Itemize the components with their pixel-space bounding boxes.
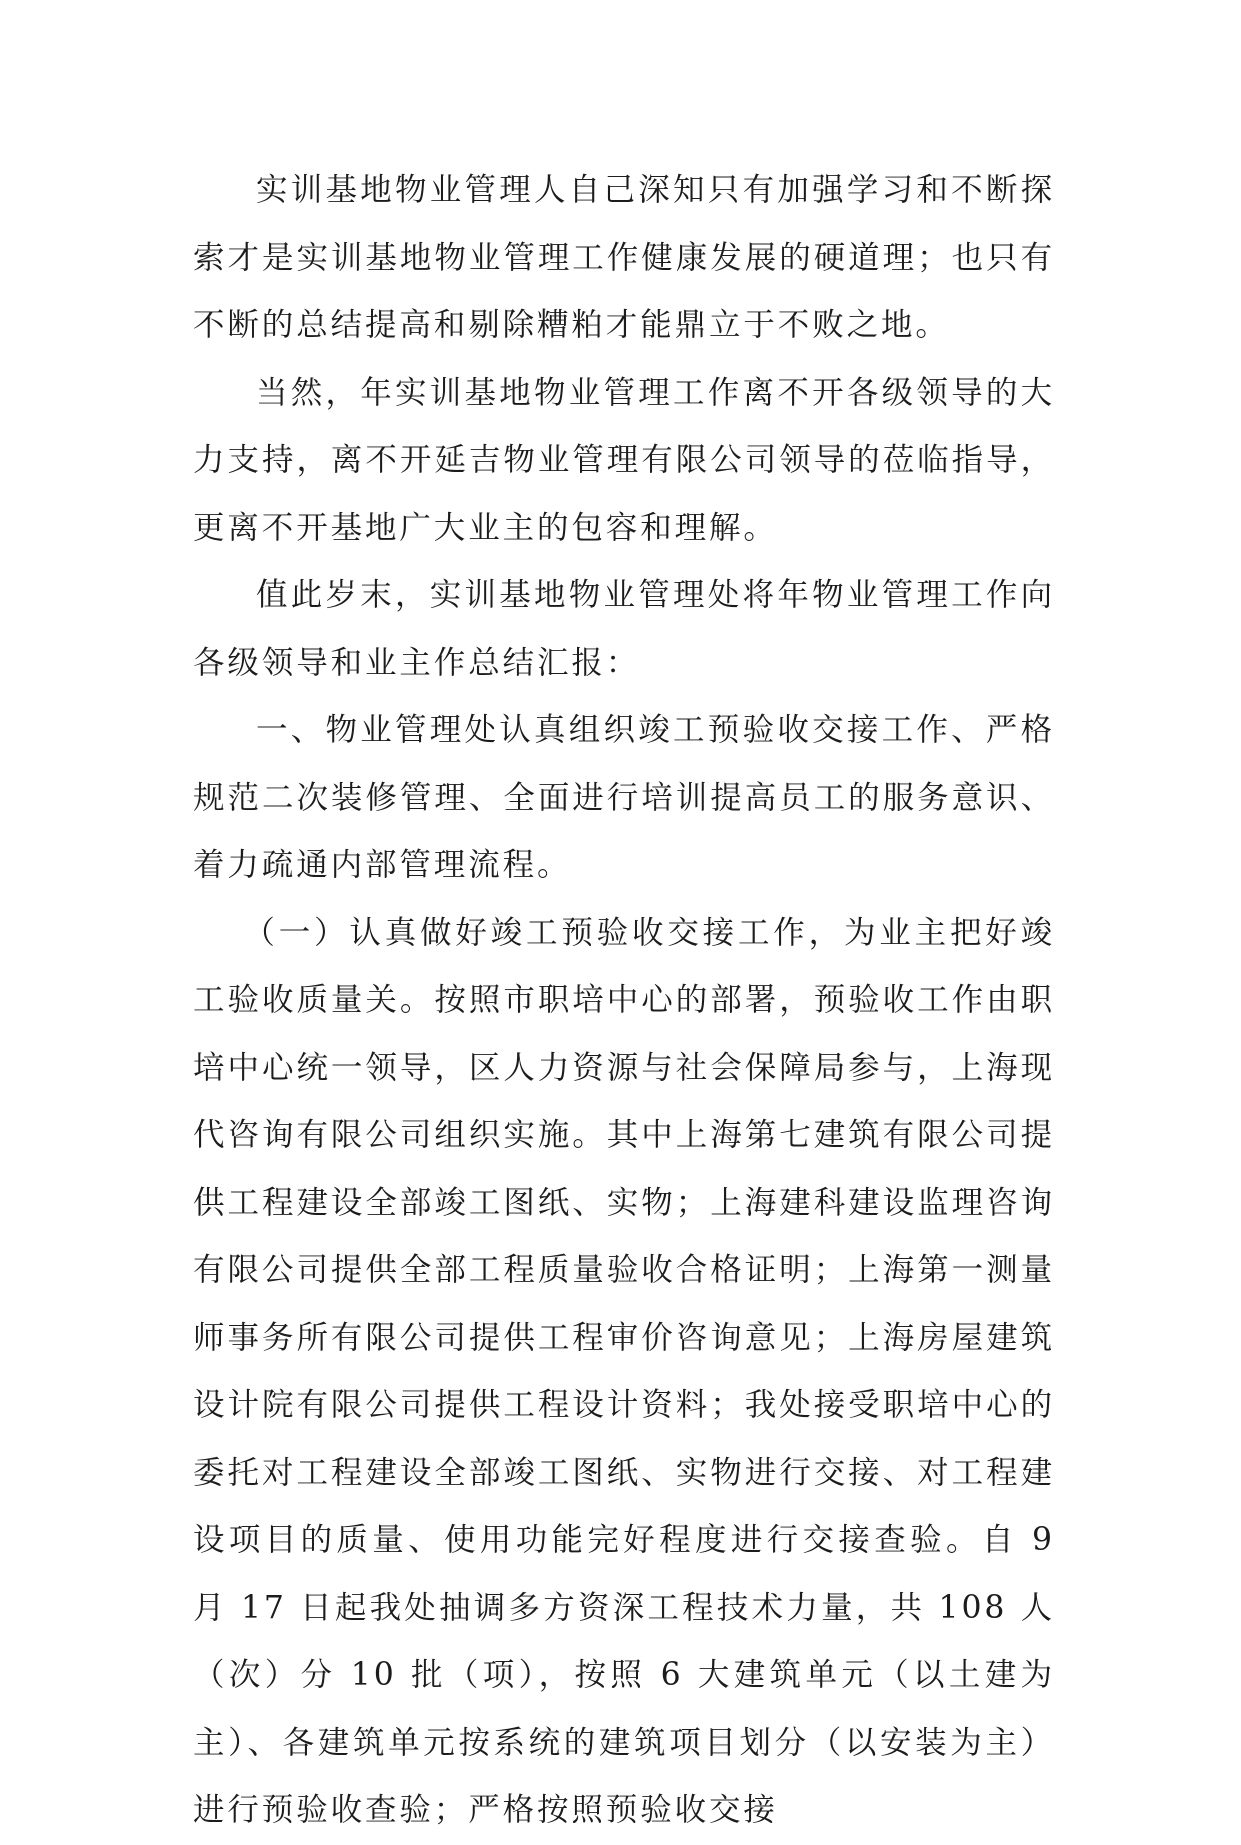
paragraph-5-subsection: （一）认真做好竣工预验收交接工作，为业主把好竣工验收质量关。按照市职培中心的部署，预验收工作由职培中心统一领导，区人力资源与社会保障局参与，上海现代咨询有限公司组织实施。其中上海第七建筑有限公司提供工程建设全部竣工图纸、实物；上海建科建设监理咨询有限公司提供全部工程质量验收合格证明；上海第一测量师事务所有限公司提供工程审价咨询意见；上海房屋建筑设计院有限公司提供工程设计资料；我处接受职培中心的委托对工程建设全部竣工图纸、实物进行交接、对工程建设项目的质量、使用功能完好程度进行交接查验。自 9 月 17 日起我处抽调多方资深工程技术力量，共 108 人（次）分 10 批（项），按照 6 大建筑单元（以土建为主）、各建筑单元按系统的建筑项目划分（以安装为主）进行预验收查验；严格按照预验收交接 [193, 914, 1055, 1828]
paragraph-1: 实训基地物业管理人自己深知只有加强学习和不断探索才是实训基地物业管理工作健康发展的硬道理；也只有不断的总结提高和剔除糟粕才能鼎立于不败之地。 [193, 172, 1055, 343]
paragraph-4-section-heading: 一、物业管理处认真组织竣工预验收交接工作、严格规范二次装修管理、全面进行培训提高员工的服务意识、着力疏通内部管理流程。 [193, 712, 1055, 883]
paragraph-3: 值此岁末，实训基地物业管理处将年物业管理工作向各级领导和业主作总结汇报： [193, 577, 1055, 681]
paragraph-2: 当然，年实训基地物业管理工作离不开各级领导的大力支持，离不开延吉物业管理有限公司领导的莅临指导，更离不开基地广大业主的包容和理解。 [193, 374, 1055, 546]
document-body [193, 157, 1055, 1845]
